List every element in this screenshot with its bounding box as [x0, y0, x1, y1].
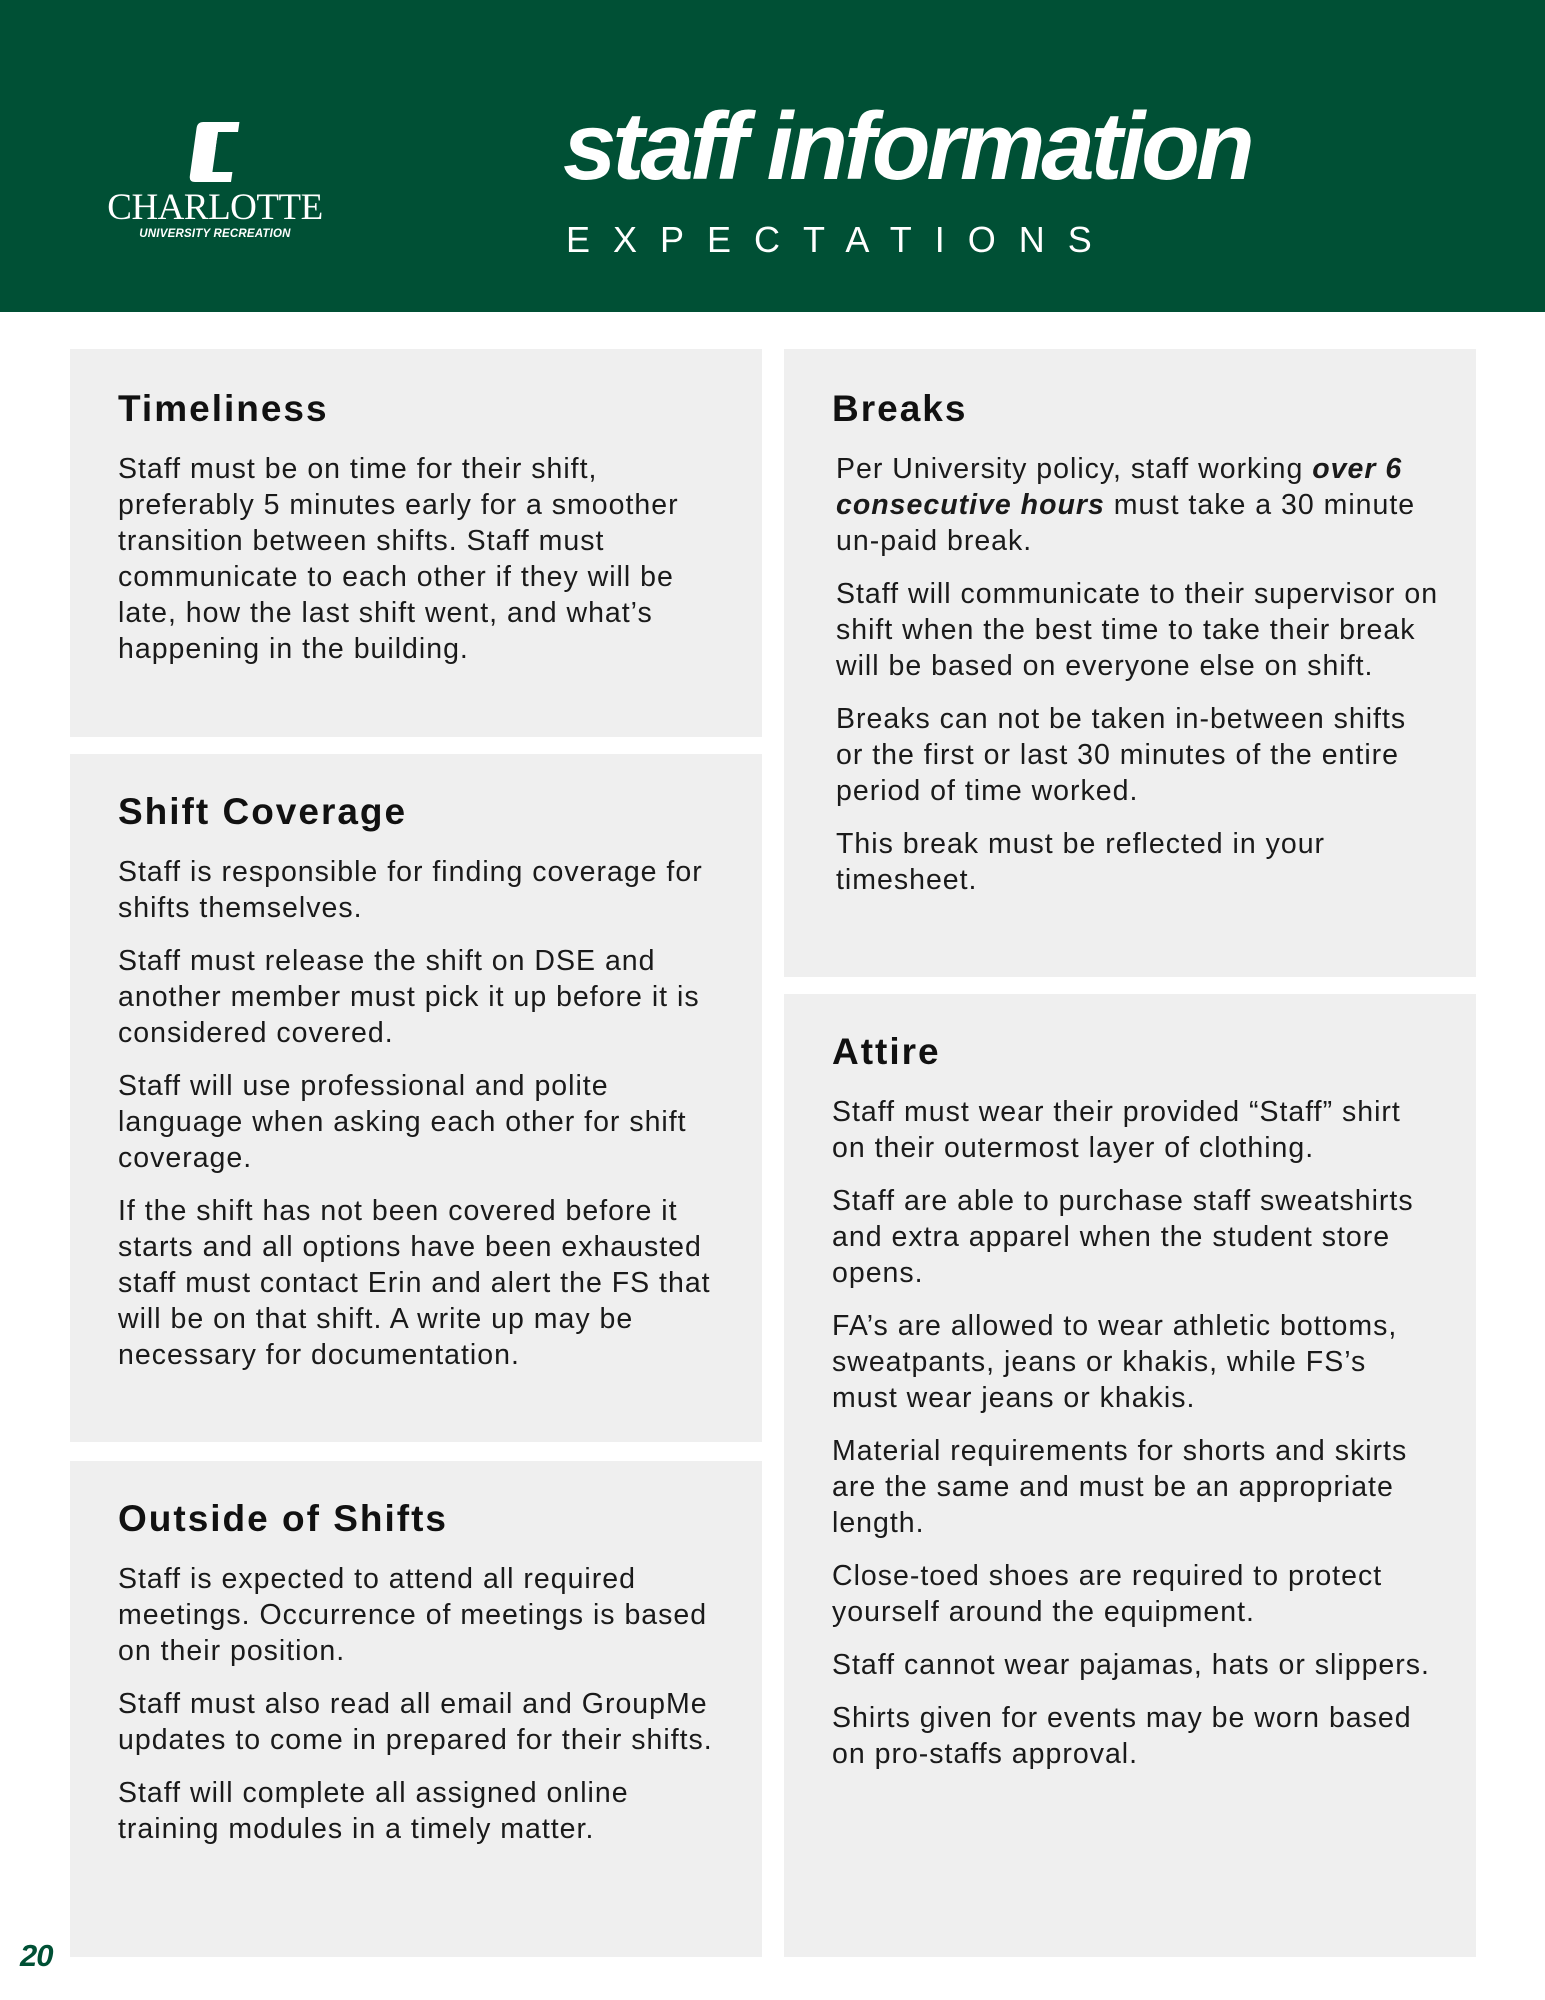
shift-coverage-paragraph: Staff must release the shift on DSE and another member must pick it up before it is considered covered.: [118, 945, 700, 1049]
page-subtitle: EXPECTATIONS: [566, 219, 1115, 260]
attire-paragraph: Shirts given for events may be worn based on pro-staffs approval.: [832, 1702, 1412, 1770]
shift-coverage-heading: Shift Coverage: [118, 791, 408, 832]
shift-coverage-paragraph: Staff is responsible for finding coverage for shifts themselves.: [118, 856, 703, 924]
attire-card: [784, 994, 1476, 1957]
page-number: 20: [20, 1938, 53, 1973]
outside-shifts-heading: Outside of Shifts: [118, 1498, 448, 1539]
attire-paragraph: Staff cannot wear pajamas, hats or slippers.: [832, 1649, 1430, 1681]
charlotte-logo: [100, 118, 330, 243]
shift-coverage-card: [70, 754, 762, 1442]
attire-heading: Attire: [832, 1031, 941, 1072]
attire-paragraph: Staff must wear their provided “Staff” shirt on their outermost layer of clothing.: [832, 1096, 1401, 1164]
attire-paragraph: Staff are able to purchase staff sweatshirts and extra apparel when the student store opens.: [832, 1185, 1414, 1289]
page-title: staff information: [563, 93, 1251, 200]
breaks-card: [784, 349, 1476, 977]
breaks-emphasis: over 6 consecutive hours: [836, 453, 1403, 521]
logo-subtitle: UNIVERSITY RECREATION: [139, 228, 291, 240]
attire-paragraph: Material requirements for shorts and skirts are the same and must be an appropriate length.: [832, 1435, 1408, 1539]
shift-coverage-paragraph: Staff will use professional and polite language when asking each other for shift coverage.: [118, 1070, 687, 1174]
breaks-heading: Breaks: [832, 388, 968, 429]
breaks-paragraph: Per University policy, staff working over 6 consecutive hours must take a 30 minute un-paid break.: [836, 453, 1416, 557]
breaks-paragraph: Breaks can not be taken in-between shifts or the first or last 30 minutes of the entire period of time worked.: [836, 703, 1407, 807]
outside-shifts-paragraph: Staff must also read all email and GroupMe updates to come in prepared for their shifts.: [118, 1688, 713, 1756]
breaks-paragraph: This break must be reflected in your timesheet.: [836, 828, 1326, 896]
shift-coverage-paragraph: If the shift has not been covered before it starts and all options have been exhausted staff must contact Erin and alert the FS that will be on that shift. A write up may be necessary for documentation.: [118, 1195, 711, 1371]
outside-shifts-card: [70, 1461, 762, 1957]
outside-shifts-paragraph: Staff is expected to attend all required meetings. Occurrence of meetings is based on their position.: [118, 1563, 708, 1667]
attire-paragraph: Close-toed shoes are required to protect yourself around the equipment.: [832, 1560, 1383, 1628]
breaks-paragraph: Staff will communicate to their supervisor on shift when the best time to take their break will be based on everyone else on shift.: [836, 578, 1439, 682]
outside-shifts-paragraph: Staff will complete all assigned online training modules in a timely matter.: [118, 1777, 629, 1845]
timeliness-card: [70, 349, 762, 737]
timeliness-heading: Timeliness: [118, 388, 329, 429]
page-header: [0, 0, 1545, 312]
attire-paragraph: FA’s are allowed to wear athletic bottoms, sweatpants, jeans or khakis, while FS’s must wear jeans or khakis.: [832, 1310, 1398, 1414]
timeliness-paragraph: Staff must be on time for their shift, preferably 5 minutes early for a smoother transition between shifts. Staff must communicate to each other if they will be late, how the last shift went, and what’s happening in the building.: [118, 453, 679, 665]
logo-wordmark: CHARLOTTE: [107, 187, 323, 228]
charlotte-c-logo-icon: [184, 118, 240, 186]
